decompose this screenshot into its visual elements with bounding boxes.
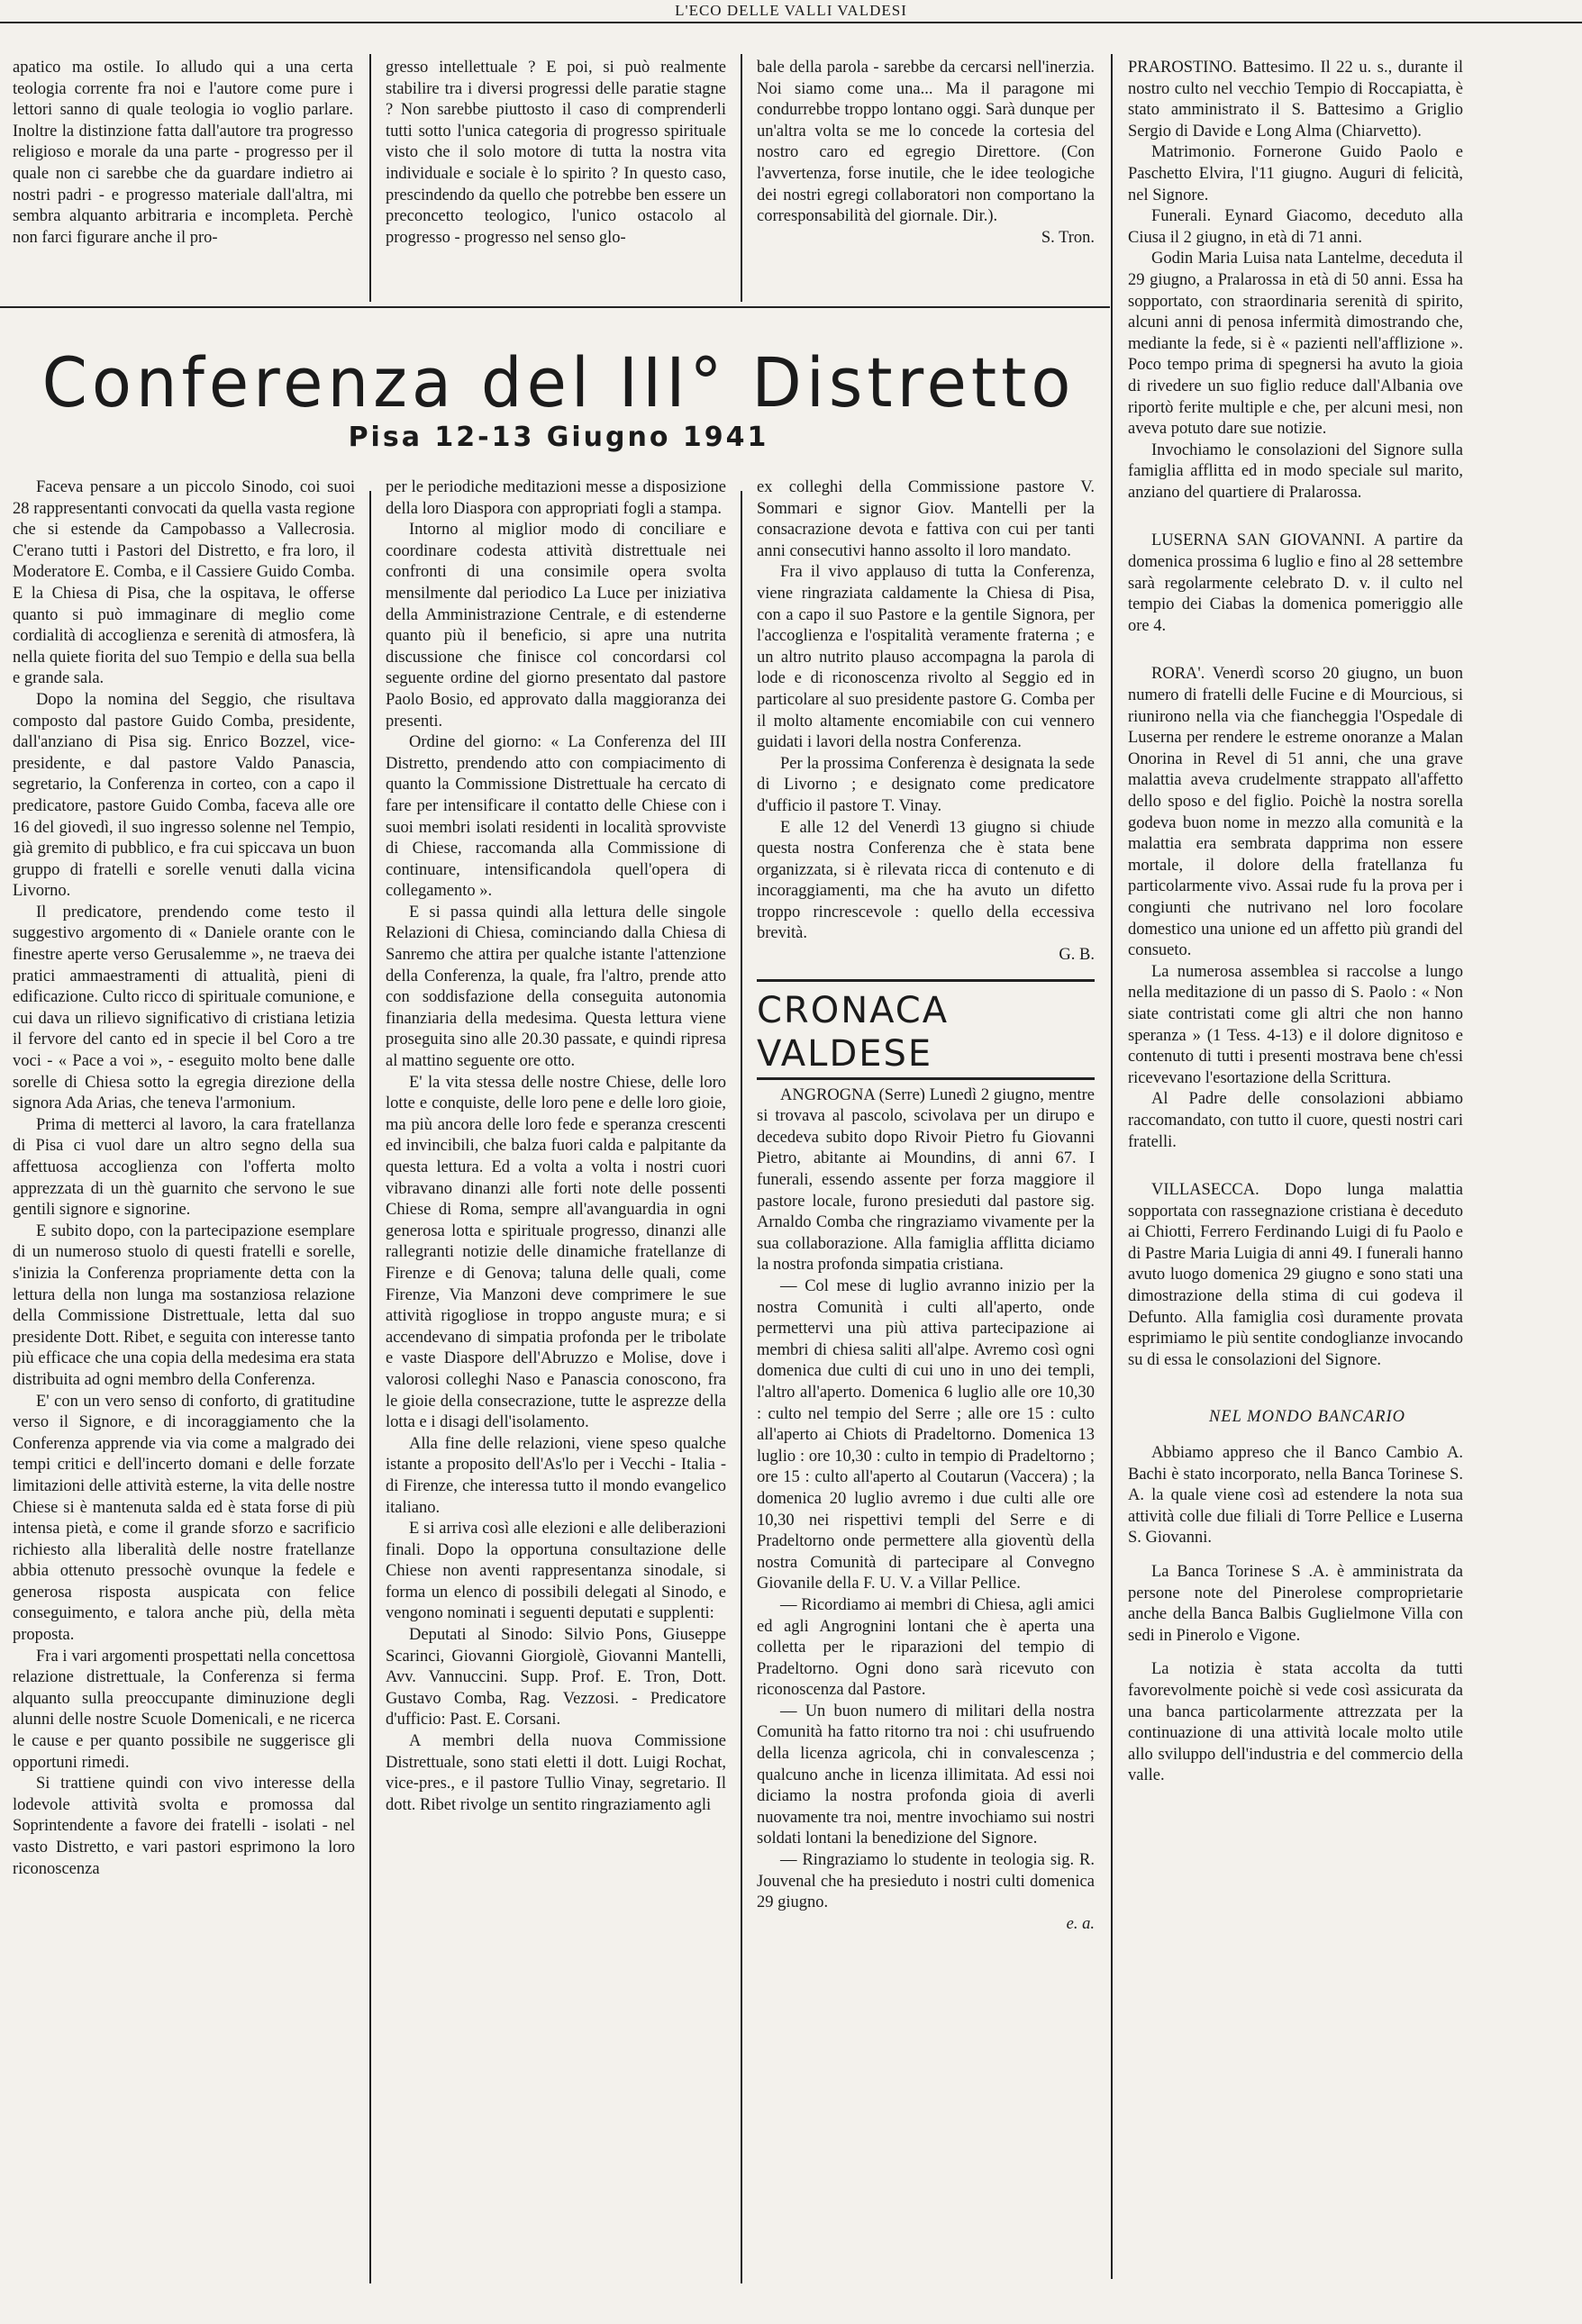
column-rule <box>369 54 371 302</box>
article-paragraph: E alle 12 del Venerdì 13 giugno si chiude questa nostra Conferenza che è stata bene organizzata, si è rilevata ricca di contenuto e di incoraggiamenti, ma che ha avuto un difetto troppo rincrescevole : quello della eccessiva brevità. <box>757 818 1095 943</box>
continuation-col-3 <box>757 58 1095 305</box>
prarostino-paragraph: Invochiamo le consolazioni del Signore sulla famiglia afflitta ed in modo speciale sul marito, anziano del quartiere di Pralarossa. <box>1128 440 1463 502</box>
article-paragraph: Prima di metterci al lavoro, la cara fratellanza di Pisa ci vuol dare un altro segno della sua affettuosa accoglienza con l'offerta molto apprezzata di un thè guarnito che servono le sue gentili signore e signorine. <box>13 1115 355 1220</box>
prarostino-paragraph: Matrimonio. Fornerone Guido Paolo e Paschetto Elvira, l'11 giugno. Auguri di felicità, nel Signore. <box>1128 143 1463 204</box>
cronaca-paragraph: — Col mese di luglio avranno inizio per la nostra Comunità i culti all'aperto, onde permettervi una più attiva partecipazione ai membri di chiesa saliti all'alpe. Avremo così ogni domenica due culti di cui uno in uno dei templi, l'altro all'aperto. Domenica 6 luglio alle ore 10,30 : culto nel tempio del Serre ; alle ore 15 : culto all'aperto ai Chiots di Pradeltorno. Domenica 13 luglio : ore 10,30 : culto in tempio di Pradeltorno ; ore 15 : culto all'aperto al Coutarun (Vaccera) ; la domenica 20 luglio avremo i due culti alle ore 10,30 nei rispettivi templi del Serre e di Pradeltorno onde permettere alla gioventù della nostra Comunità di partecipare al Convegno Giovanile della F. U. V. a Villar Pellice. <box>757 1277 1095 1593</box>
right-column <box>1128 58 1463 2274</box>
column-rule <box>741 54 742 302</box>
bancario-paragraph: Abbiamo appreso che il Banco Cambio A. Bachi è stato incorporato, nella Banca Torinese S. A. la quale viene così ad estendere la nota sua attività colle due filiali di Torre Pellice e Luserna S. Giovanni. <box>1128 1444 1463 1548</box>
column-rule <box>369 491 371 2283</box>
cronaca-paragraph: — Ringraziamo lo studente in teologia sig. R. Jouvenal che ha presieduto i nostri culti domenica 29 giugno. <box>757 1851 1095 1912</box>
article-paragraph: E subito dopo, con la partecipazione esemplare di un numeroso stuolo di questi fratelli e sorelle, s'inizia la Conferenza propriamente detta con la lettura della non lunga ma sostanziosa relazione della Commissione Distrettuale, letta dal suo presidente Dott. Ribet, e seguita con interesse tanto più efficace che una copia della medesima era stata distribuita ad ogni membro della Conferenza. <box>13 1221 355 1389</box>
article-title: Conferenza del III° Distretto <box>41 342 1076 423</box>
article-paragraph: Il predicatore, prendendo come testo il suggestivo argomento di « Daniele orante con le finestre aperte verso Gerusalemme », ne traeva dei pratici ammaestramenti di attualità, pieni di edificazione. Culto ricco di spirituale comunione, e cui dava un rilievo significativo di cristiana letizia il fervore del canto ed in specie il bel Coro a tre voci - « Pace a voi », - eseguito molto bene dalle sorelle di Chiesa sotto la egregia direzione della signora Ada Arias, che teneva l'armonium. <box>13 903 355 1113</box>
article-col-1 <box>13 477 355 2288</box>
bancario-title: NEL MONDO BANCARIO <box>1208 1408 1406 1427</box>
continuation-paragraph: gresso intellettuale ? E poi, si può realmente stabilire tra i diversi progressi delle paratie stagne ? Non sarebbe piuttosto il caso di comprenderli tutti sotto l'unica categoria di progresso spirituale visto che il solo motore di tutta la nostra vita individuale e sociale è lo spirito ? In questo caso, prescindendo da quello che potrebbe ben essere un preconcetto teologico, l'unico ostacolo al progresso - progresso nel senso glo- <box>386 59 726 247</box>
article-paragraph: E' con un vero senso di conforto, di gratitudine verso il Signore, e di incoraggiamento che la Conferenza apprende via via come a malgrado dei tempi critici e dell'incerto domani e delle forzate limitazioni delle attività esterne, la vita delle nostre Chiese si è mantenuta salda ed è stata forse di più intensa pietà, e come il grande sforzo e sacrificio richiesto alla liberalità delle nostre fratellanze abbia ottenuto pressochè ovunque la fedele e generosa risposta auspicata con felice conseguimento, e talora anche più, della mèta proposta. <box>13 1392 355 1645</box>
signature: G. B. <box>1059 946 1095 965</box>
article-paragraph: Fra i vari argomenti prospettati nella concettosa relazione distrettuale, la Conferenza si ferma alquanto sulla preoccupante diminuzione degli alunni delle nostre Scuole Domenicali, e ne ricerca le cause e per quanto possibile ne suggerisce gli opportuni rimedi. <box>13 1647 355 1772</box>
cronaca-title: CRONACA VALDESE <box>757 979 1095 1080</box>
article-paragraph: E si arriva così alle elezioni e alle deliberazioni finali. Dopo la opportuna consultazione delle Chiese non aventi rappresentanza sinodale, si forma un elenco di possibili delegati al Sinodo, e vengono nominati i seguenti deputati e supplenti: <box>386 1520 726 1623</box>
cronaca-paragraph: ANGROGNA (Serre) Lunedì 2 giugno, mentre si trovava al pascolo, scivolava per un dirupo e decedeva subito dopo Rivoir Pietro fu Giovanni Pietro, abitante ai Moundins, di anni 67. I funerali, essendo assente per forza maggiore il pastore locale, furono presieduti dal pastore sig. Arnaldo Comba che ringraziamo vivamente per la sua collaborazione. Alla famiglia afflitta diciamo la nostra profonda simpatia cristiana. <box>757 1085 1095 1275</box>
article-paragraph: Dopo la nomina del Seggio, che risultava composto dal pastore Guido Comba, presidente, dall'anziano di Pisa sig. Enrico Bozzel, vice-presidente, e dal pastore Valdo Panascia, segretario, la Conferenza in corteo, con a capo il predicatore, pastore Guido Comba, faceva alle ore 16 del giovedì, il suo ingresso solenne nel Tempio, già gremito di pubblico, e fra cui spiccava un buon gruppo di fratelli e sorelle venuti dalla vicina Livorno. <box>13 690 355 901</box>
article-paragraph: A membri della nuova Commissione Distrettuale, sono stati eletti il dott. Luigi Rochat, vice-pres., e il pastore Tullio Vinay, segretario. Il dott. Ribet rivolge un sentito ringraziamento agli <box>386 1732 726 1814</box>
header-rule <box>0 22 1582 23</box>
article-paragraph: Per la prossima Conferenza è designata la sede di Livorno ; e designato come predicatore d'ufficio il pastore T. Vinay. <box>757 754 1095 815</box>
column-rule <box>741 491 742 2283</box>
article-paragraph: per le periodiche meditazioni messe a disposizione della loro Diaspora con appropriati fogli a stampa. <box>386 478 726 518</box>
continuation-paragraph: apatico ma ostile. Io alludo qui a una certa teologia corrente fra noi e l'autore come pure i lettori sanno di quale teologia io voglio parlare. Inoltre la distinzione fatta dall'autore tra progresso religioso e morale da una parte - progresso per il quale non ci sarebbe che da guardare indietro ai nostri padri - e progresso materiale dall'altra, mi sembra alquanto arbitraria e incompleta. Perchè non farci figurare anche il pro- <box>13 59 353 247</box>
column-rule <box>1111 54 1113 2279</box>
rora-paragraph: Al Padre delle consolazioni abbiamo raccomandato, con tutto il cuore, questi nostri cari fratelli. <box>1128 1090 1463 1151</box>
section-rule <box>0 306 1110 308</box>
article-paragraph: Intorno al miglior modo di conciliare e coordinare codesta attività distrettuale nei confronti di una consimile opera svolta mensilmente dal periodico La Luce per iniziativa della Amministrazione Centrale, e di estenderne quanto più il beneficio, si apre una nutrita discussione che finisce col concordarsi col seguente ordine del giorno presentato dal pastore Paolo Bosio, ed approvato dalla maggioranza dei presenti. <box>386 521 726 731</box>
signature: e. a. <box>1066 1914 1095 1933</box>
cronaca-paragraph: — Un buon numero di militari della nostra Comunità ha fatto ritorno tra noi : chi usufruendo della licenza agricola, chi in convalescenza ; qualcuno anche in licenza illimitata. Ad essi noi diciamo la nostra profonda gioia di averli nuovamente tra noi, mentre invochiamo sui nostri soldati lontani la benedizione del Signore. <box>757 1702 1095 1848</box>
article-paragraph: Ordine del giorno: « La Conferenza del III Distretto, prendendo atto con compiacimento di quanto la Commissione Distrettuale ha cercato di fare per intensificare il contatto delle Chiese con i suoi membri isolati residenti in località sprovviste di Chiese, raccomanda alla Commissione di continuare, intensificandola quell'opera di collegamento ». <box>386 733 726 901</box>
article-col-3 <box>757 477 1095 2288</box>
article-paragraph: Si trattiene quindi con vivo interesse della lodevole attività svolta e promossa dal Soprintendente a favore dei fratelli - isolati - nel vasto Distretto, e vari pastori esprimono la loro riconoscenza <box>13 1775 355 1878</box>
article-paragraph: Fra il vivo applauso di tutta la Conferenza, viene ringraziata caldamente la Chiesa di Pisa, con a capo il suo Pastore e la gentile Signora, per l'accoglienza e l'ospitalità veramente fraterna ; e un altro nutrito plauso accompagna la parola di lode e di riconoscenza rivolto al Seggio ed in particolare al suo presidente pastore G. Comba per il molto altamente encomiabile con cui vennero guidati i lavori della nostra Conferenza. <box>757 563 1095 752</box>
article-paragraph: E si passa quindi alla lettura delle singole Relazioni di Chiesa, cominciando dalla Chiesa di Sanremo che attira per qualche istante l'attenzione della Conferenza, la quale, fra l'altro, prende atto con soddisfazione della conseguita autonomia finanziaria della medesima. Questa lettura viene proseguita sino alle 20.30 passate, e quindi ripresa al mattino seguente ore otto. <box>386 903 726 1071</box>
continuation-paragraph: bale della parola - sarebbe da cercarsi nell'inerzia. Noi siamo come una... Ma il paragone mi condurrebbe troppo lontano oggi. Sarà dunque per un'altra volta se me lo concede la cortesia del nostro caro ed egregio Direttore. (Con l'avvertenza, forse inutile, che le idee teologiche dei nostri egregi collaboratori non comportano la corresponsabilità del giornale. Dir.). <box>757 59 1095 226</box>
article-subtitle: Pisa 12-13 Giugno 1941 <box>348 422 769 453</box>
prarostino-paragraph: Godin Maria Luisa nata Lantelme, deceduta il 29 giugno, a Pralarossa in età di 50 anni. Essa ha sopportato, con straordinaria serenità di spirito, alcuni anni di penosa infermità dimostrando che, mediante la fede, si è « pazienti nell'afflizione ». Poco tempo prima di spegnersi ha avuto la gioia di rivedere un suo figlio reduce dall'Albania ove riportò ferite multiple e che, per alcuni mesi, non aveva potuto dare sue notizie. <box>1128 250 1463 439</box>
article-paragraph: E' la vita stessa delle nostre Chiese, delle loro lotte e conquiste, delle loro pene e delle loro gioie, ma più ancora delle loro fede e speranza crescenti ed invincibili, che balza fuori calda e palpitante da questa lettura. Ed a volta a volta i nostri cuori vibravano dinanzi alle forti note delle possenti Chiese di Roma, sempre all'avanguardia in ogni generosa lotta e spirituale progresso, dinanzi alle rallegranti notizie delle dinamiche fratellanze di Firenze e di Genova; taluna delle quali, come Firenze, Via Manzoni deve comprimere le sue attività rigogliose in troppo anguste mura; e si accendevano di simpatia profonda per le tribolate e vaste Diaspore dell'Abruzzo e Molise, dove i valorosi colleghi Naso e Panascia conoscono, fra le gioie della consecrazione, tutte le asprezze della lotta e i disagi dell'isolamento. <box>386 1073 726 1432</box>
rora-paragraph: La numerosa assemblea si raccolse a lungo nella meditazione di un passo di S. Paolo : « Non siate contristati come gli altri che non hanno speranza » (1 Tess. 4-13) e il dolore dignitoso e contenuto di tutti i presenti mostrava bene ch'essi ricevevano l'esortazione della Scrittura. <box>1128 962 1463 1087</box>
rora-paragraph: RORA'. Venerdì scorso 20 giugno, un buon numero di fratelli delle Fucine e di Mourcious, si riunirono nella via che fiancheggia l'Ospedale di Luserna per rendere le estreme onoranze a Malan Onorina in Revel di 51 anni, che una grave malattia aveva crudelmente strappato all'affetto dello sposo e del figlio. Poichè la nostra sorella godeva buon nome in mezzo alla comunità e la malattia era sembrata dapprima non essere mortale, il dolore della fratellanza fu particolarmente vivo. Assai rude fu la prova per i congiunti che nutrivano nel loro focolare domestico una unione ed un affetto più grandi del consueto. <box>1128 665 1463 960</box>
running-title: L'ECO DELLE VALLI VALDESI <box>675 2 907 19</box>
villasecca-paragraph: VILLASECCA. Dopo lunga malattia sopportata con rassegnazione cristiana è deceduto ai Chiotti, Ferrero Ferdinando Luigi di fu Paolo e di Pastre Maria Luigia di anni 49. I funerali hanno avuto luogo domenica 29 giugno e sono stati una dimostrazione della stima di cui godeva il Defunto. Alla famiglia così duramente provata esprimiamo le più sentite condoglianze invocando su di essa le consolazioni del Signore. <box>1128 1181 1463 1369</box>
bancario-paragraph: La notizia è stata accolta da tutti favorevolmente poichè si vede così assicurata da una banca particolarmente attrezzata per la continuazione di una attività locale molto utile allo sviluppo dell'industria e del commercio della valle. <box>1128 1660 1463 1785</box>
bancario-paragraph: La Banca Torinese S .A. è amministrata da persone note del Pinerolese comproprietarie anche della Banca Balbis Guglielmone Villa con sedi in Pinerolo e Vigone. <box>1128 1563 1463 1645</box>
article-paragraph: ex colleghi della Commissione pastore V. Sommari e signor Giov. Mantelli per la consacrazione devota e fattiva con cui per tanti anni consecutivi hanno assolto il loro mandato. <box>757 478 1095 560</box>
cronaca-paragraph: — Ricordiamo ai membri di Chiesa, agli amici ed agli Angrognini lontani che è aperta una colletta per le riparazioni del tempio di Pradeltorno. Ogni dono sarà ricevuto con riconoscenza dal Pastore. <box>757 1595 1095 1700</box>
luserna-paragraph: LUSERNA SAN GIOVANNI. A partire da domenica prossima 6 luglio e fino al 28 settembre sarà regolarmente celebrato D. v. il culto nel tempio dei Ciabas la domenica pomeriggio alle ore 4. <box>1128 531 1463 635</box>
article-col-2 <box>386 477 726 2288</box>
article-paragraph: Alla fine delle relazioni, viene speso qualche istante a proposito dell'As'lo per i Vecchi - Italia - di Firenze, che interessa tutto il mondo evangelico italiano. <box>386 1434 726 1517</box>
signature: S. Tron. <box>1041 228 1095 247</box>
prarostino-paragraph: Funerali. Eynard Giacomo, deceduto alla Ciusa il 2 giugno, in età di 71 anni. <box>1128 207 1463 247</box>
prarostino-paragraph: PRAROSTINO. Battesimo. Il 22 u. s., durante il nostro culto nel vecchio Tempio di Roccapiatta, è stato amministrato il S. Battesimo a Griglio Sergio di Davide e Long Alma (Chiarvetto). <box>1128 59 1463 141</box>
article-paragraph: Faceva pensare a un piccolo Sinodo, coi suoi 28 rappresentanti convocati da quella vasta regione che si estende da Campobasso a Vallecrosia. C'erano tutti i Pastori del Distretto, e fra loro, il Moderatore E. Comba, e il Cassiere Guido Comba. E la Chiesa di Pisa, che la ospitava, le offerse quanto si può immaginare di meglio come cordialità di accoglienza e serenità di atmosfera, là nella quiete fiorita del suo Tempio e della sua bella e grande sala. <box>13 478 355 688</box>
continuation-col-2 <box>386 58 726 305</box>
article-paragraph: Deputati al Sinodo: Silvio Pons, Giuseppe Scarinci, Giovanni Giorgiolè, Giovanni Mantelli, Avv. Vannuccini. Supp. Prof. E. Tron, Dott. Gustavo Comba, Rag. Vezzosi. - Predicatore d'ufficio: Past. E. Corsani. <box>386 1626 726 1729</box>
continuation-col-1 <box>13 58 353 305</box>
